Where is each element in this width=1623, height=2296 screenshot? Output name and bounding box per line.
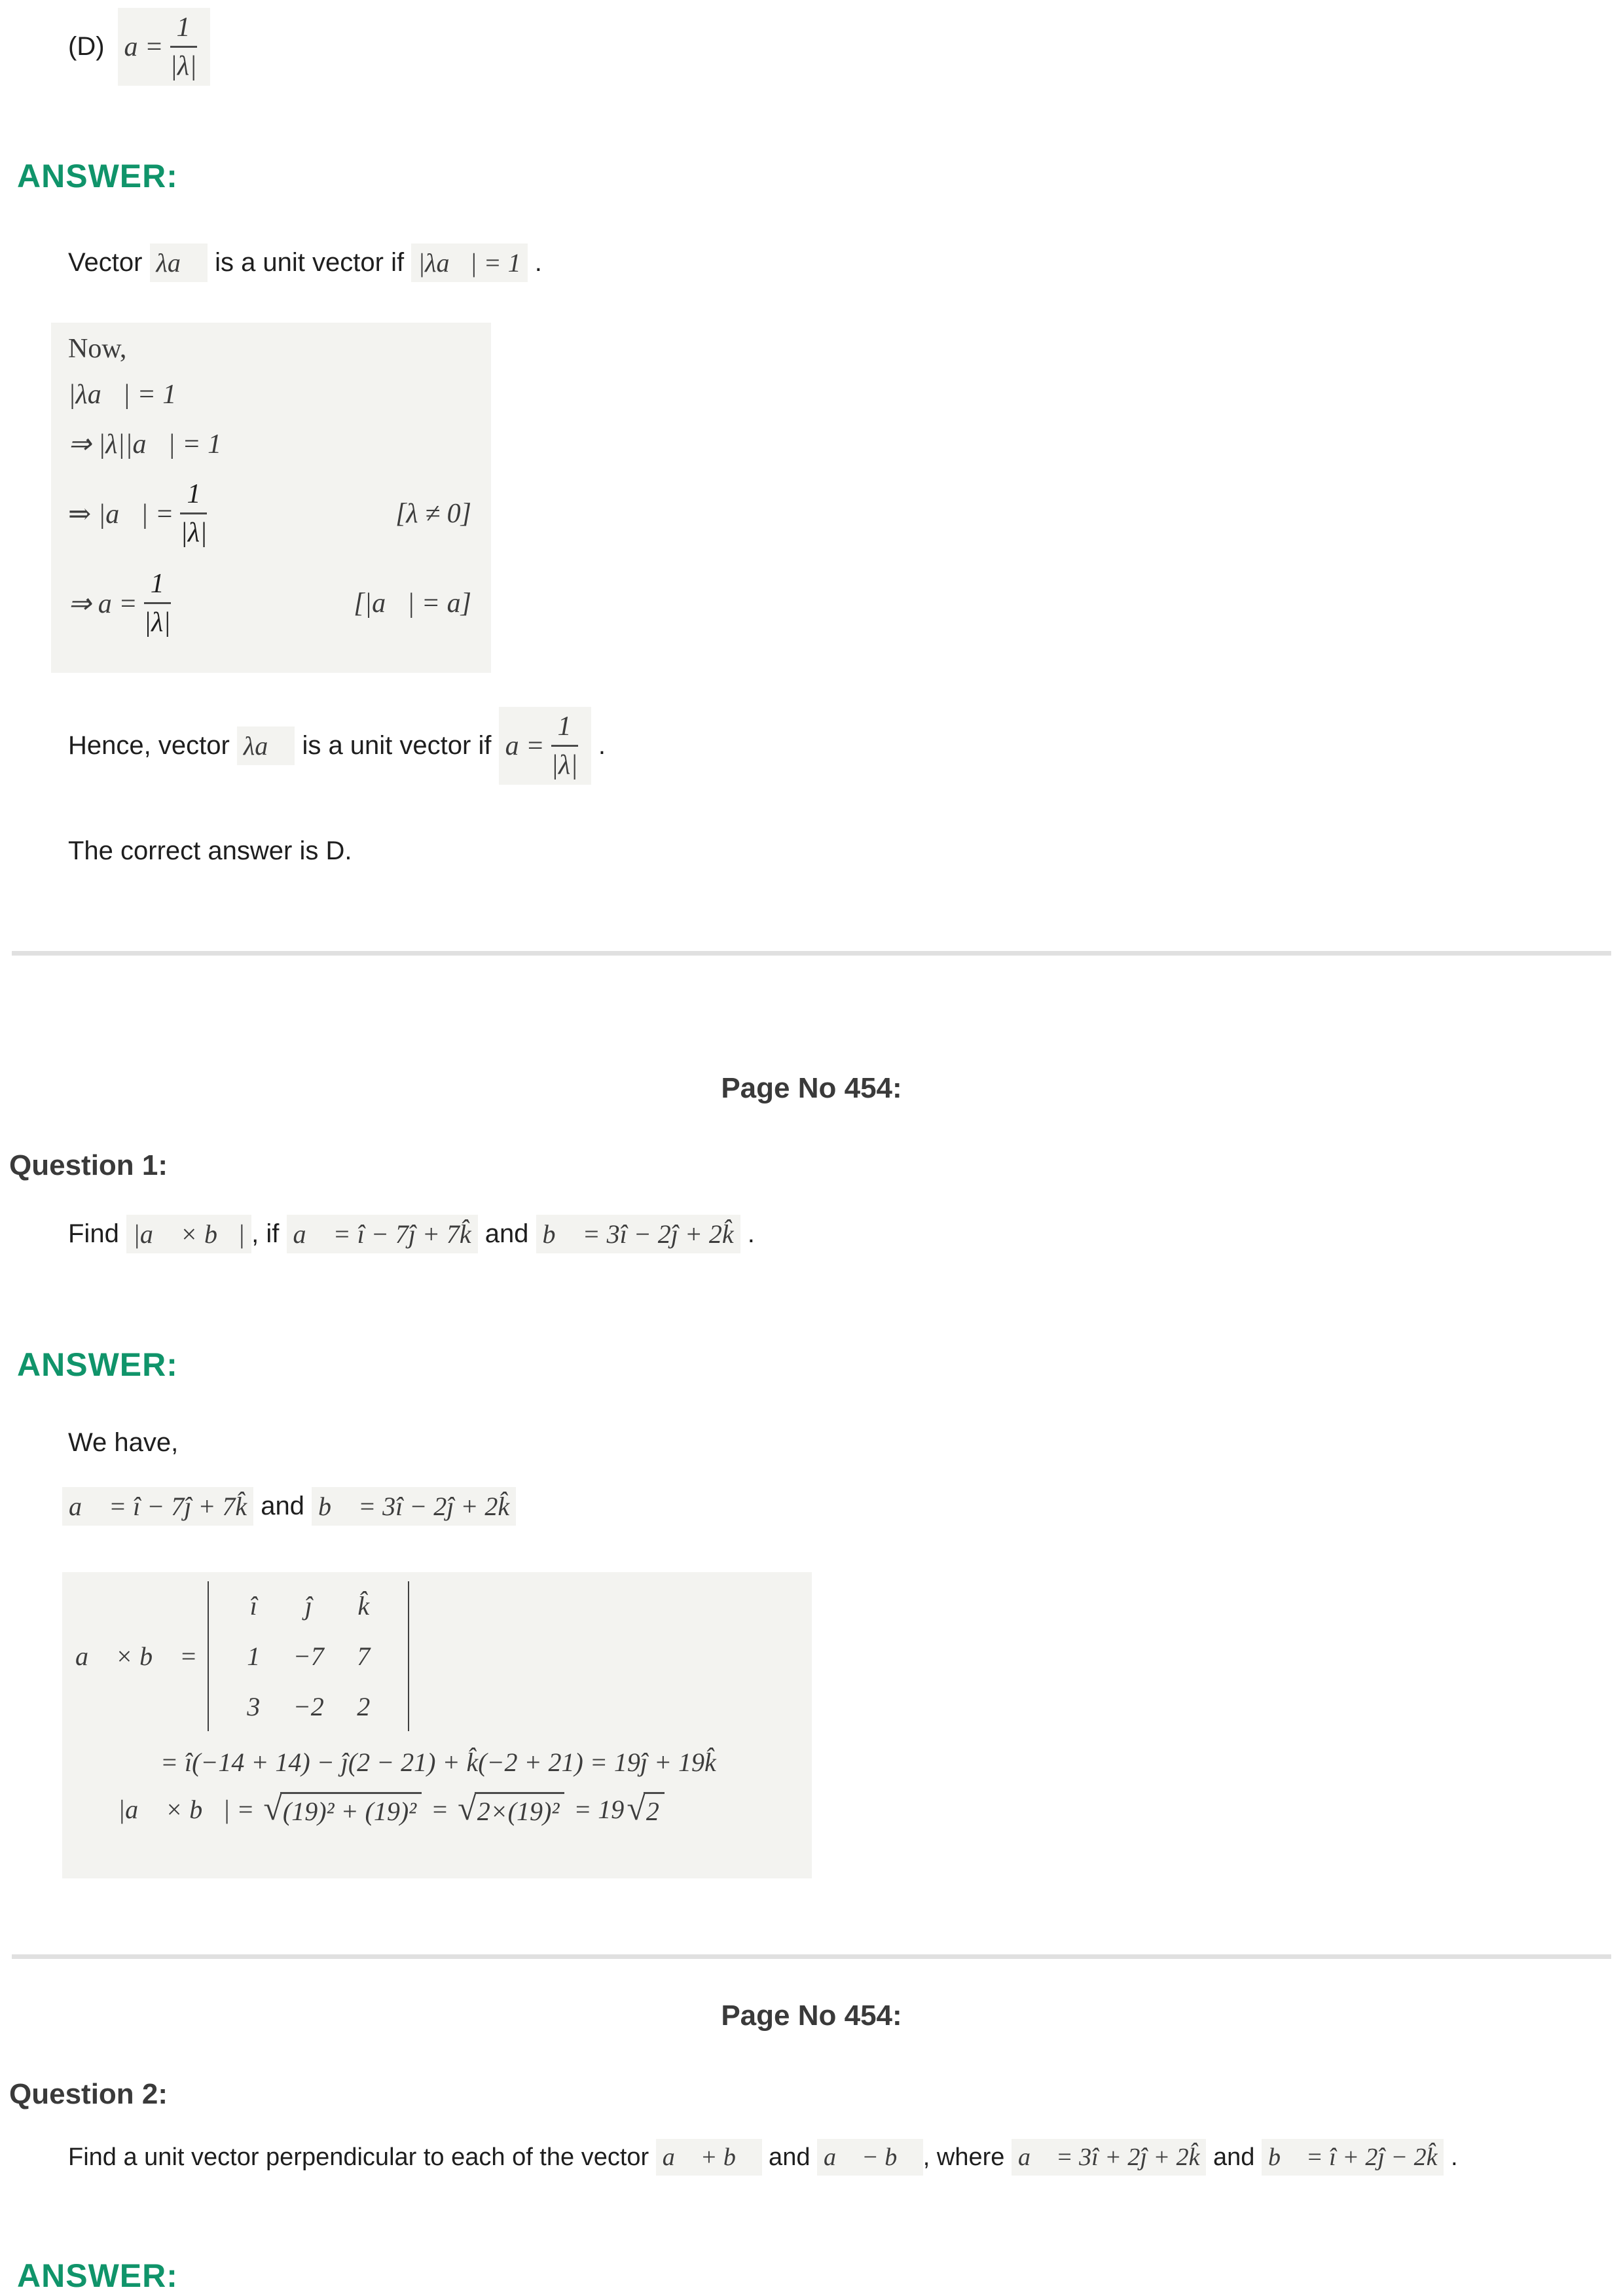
work-line-3: ⇒ |λ||a⃗| = 1 (68, 429, 222, 459)
answer-heading: ANSWER: (17, 1346, 178, 1383)
section-divider (12, 1954, 1611, 1959)
option-d-line (68, 8, 210, 86)
sqrt-argument: (19)² + (19)² (280, 1792, 422, 1827)
fraction (180, 478, 207, 548)
q1-text-1: Find (68, 1219, 126, 1248)
fraction-denominator: |λ| (180, 518, 208, 548)
lambda-a-math: λa⃗ (237, 726, 295, 765)
q2-text-3: , where (922, 2143, 1012, 2171)
q1-text-4: . (740, 1219, 755, 1248)
solution1-work-block (51, 323, 491, 673)
fraction (551, 711, 577, 781)
work-line-now: Now, (68, 334, 127, 364)
determinant-row (75, 1581, 799, 1731)
magnitude-line (91, 1792, 799, 1827)
fraction-numerator: 1 (180, 478, 207, 514)
q2-text-2: and (761, 2143, 818, 2171)
magnitude-eq-2: = 19 (567, 1795, 625, 1824)
answer-heading: ANSWER: (17, 158, 178, 194)
cross-magnitude-math: |a⃗ × b⃗| (126, 1215, 251, 1253)
solution2-we-have: We have, (68, 1428, 179, 1457)
question1-text (68, 1215, 755, 1253)
work-line-4 (68, 478, 481, 548)
solution1-hence (68, 707, 606, 785)
work-line-4-note: [λ ≠ 0] (395, 498, 471, 529)
vector-a-math: a⃗ = î − 7ĵ + 7k̂ (62, 1487, 253, 1526)
a-plus-b-math: a⃗ + b⃗ (656, 2139, 762, 2176)
fraction (144, 568, 171, 638)
sqrt-expression (263, 1792, 422, 1827)
magnitude-lhs: ∴ |a⃗ × b⃗| = (91, 1795, 261, 1824)
det-cell: 2 (357, 1692, 371, 1721)
sqrt-expression (458, 1792, 564, 1827)
work-line-5-note: [|a⃗| = a] (354, 588, 471, 619)
sqrt-argument: 2 (644, 1792, 665, 1827)
q1-text-3: and (477, 1219, 536, 1248)
det-cell: −2 (293, 1692, 324, 1721)
option-d-label: (D) (68, 32, 105, 61)
section-divider (12, 951, 1611, 956)
hence-text-3: . (591, 731, 606, 760)
given-and-text: and (253, 1492, 312, 1520)
intro-text-2: is a unit vector if (207, 248, 412, 277)
page-number-heading: Page No 454: (721, 1072, 902, 1104)
vector-b-math: b⃗ = î + 2ĵ − 2k̂ (1262, 2139, 1444, 2176)
vector-a-math: a⃗ = 3î + 2ĵ + 2k̂ (1012, 2139, 1206, 2176)
fraction-denominator: |λ| (551, 750, 578, 780)
page-number-heading: Page No 454: (721, 2000, 902, 2032)
hence-lhs: a = (505, 730, 545, 761)
work-line-5 (68, 568, 481, 638)
det-cell: ĵ (304, 1591, 312, 1621)
det-cell: 1 (247, 1641, 261, 1671)
solution2-work-block (62, 1572, 812, 1878)
det-cell: 3 (247, 1692, 261, 1721)
option-d-lhs: a = (124, 31, 164, 62)
work-line-2: |λa⃗| = 1 (68, 380, 177, 410)
lambda-a-math: λa⃗ (150, 243, 208, 282)
solution1-conclusion: The correct answer is D. (68, 836, 352, 865)
radical-sign: √ (263, 1790, 282, 1827)
q2-text-5: . (1444, 2143, 1458, 2171)
option-d-math (118, 8, 210, 86)
hence-text-1: Hence, vector (68, 731, 237, 760)
solution1-intro (68, 243, 542, 282)
question2-heading: Question 2: (9, 2078, 168, 2110)
fraction-numerator: 1 (170, 12, 197, 48)
fraction-denominator: |λ| (170, 51, 197, 81)
vector-b-math: b⃗ = 3î − 2ĵ + 2k̂ (312, 1487, 516, 1526)
vector-a-math: a⃗ = î − 7ĵ + 7k̂ (287, 1215, 478, 1253)
intro-text-3: . (527, 248, 542, 277)
radical-sign: √ (627, 1790, 646, 1827)
det-cell: î (249, 1591, 257, 1621)
radical-sign: √ (458, 1790, 477, 1827)
hence-text-2: is a unit vector if (295, 731, 499, 760)
question2-text (68, 2139, 1458, 2176)
sqrt-expression (627, 1792, 665, 1827)
determinant-box (208, 1581, 409, 1731)
vector-b-math: b⃗ = 3î − 2ĵ + 2k̂ (536, 1215, 740, 1253)
work-line-4-lhs: ⇒ |a⃗| = (68, 499, 174, 529)
fraction-numerator: 1 (551, 711, 578, 747)
answer-heading: ANSWER: (17, 2257, 178, 2294)
sqrt-argument: 2×(19)² (475, 1792, 565, 1827)
magnitude-eq-1: = (424, 1795, 456, 1824)
question1-heading: Question 1: (9, 1149, 168, 1181)
determinant-lhs: a⃗ × b⃗ = (75, 1641, 198, 1671)
det-cell: k̂ (357, 1591, 370, 1621)
hence-fraction-math (499, 707, 591, 785)
expansion-line: = î(−14 + 14) − ĵ(2 − 21) + k̂(−2 + 21) = 19ĵ + 19k̂ (160, 1748, 716, 1777)
solution2-given (62, 1487, 516, 1526)
q1-text-2: , if (251, 1219, 287, 1248)
unit-condition-math: |λa⃗| = 1 (411, 243, 527, 282)
det-cell: −7 (293, 1641, 324, 1671)
q2-text-1: Find a unit vector perpendicular to each of the vector (68, 2143, 656, 2171)
work-line-5-lhs: ⇒ a = (68, 588, 137, 619)
determinant-grid (226, 1590, 391, 1722)
fraction-denominator: |λ| (143, 607, 171, 637)
q2-text-4: and (1206, 2143, 1262, 2171)
det-cell: 7 (357, 1641, 371, 1671)
fraction (170, 12, 196, 82)
fraction-numerator: 1 (144, 568, 171, 604)
a-minus-b-math: a⃗ − b⃗ (817, 2139, 923, 2176)
intro-text-1: Vector (68, 248, 150, 277)
